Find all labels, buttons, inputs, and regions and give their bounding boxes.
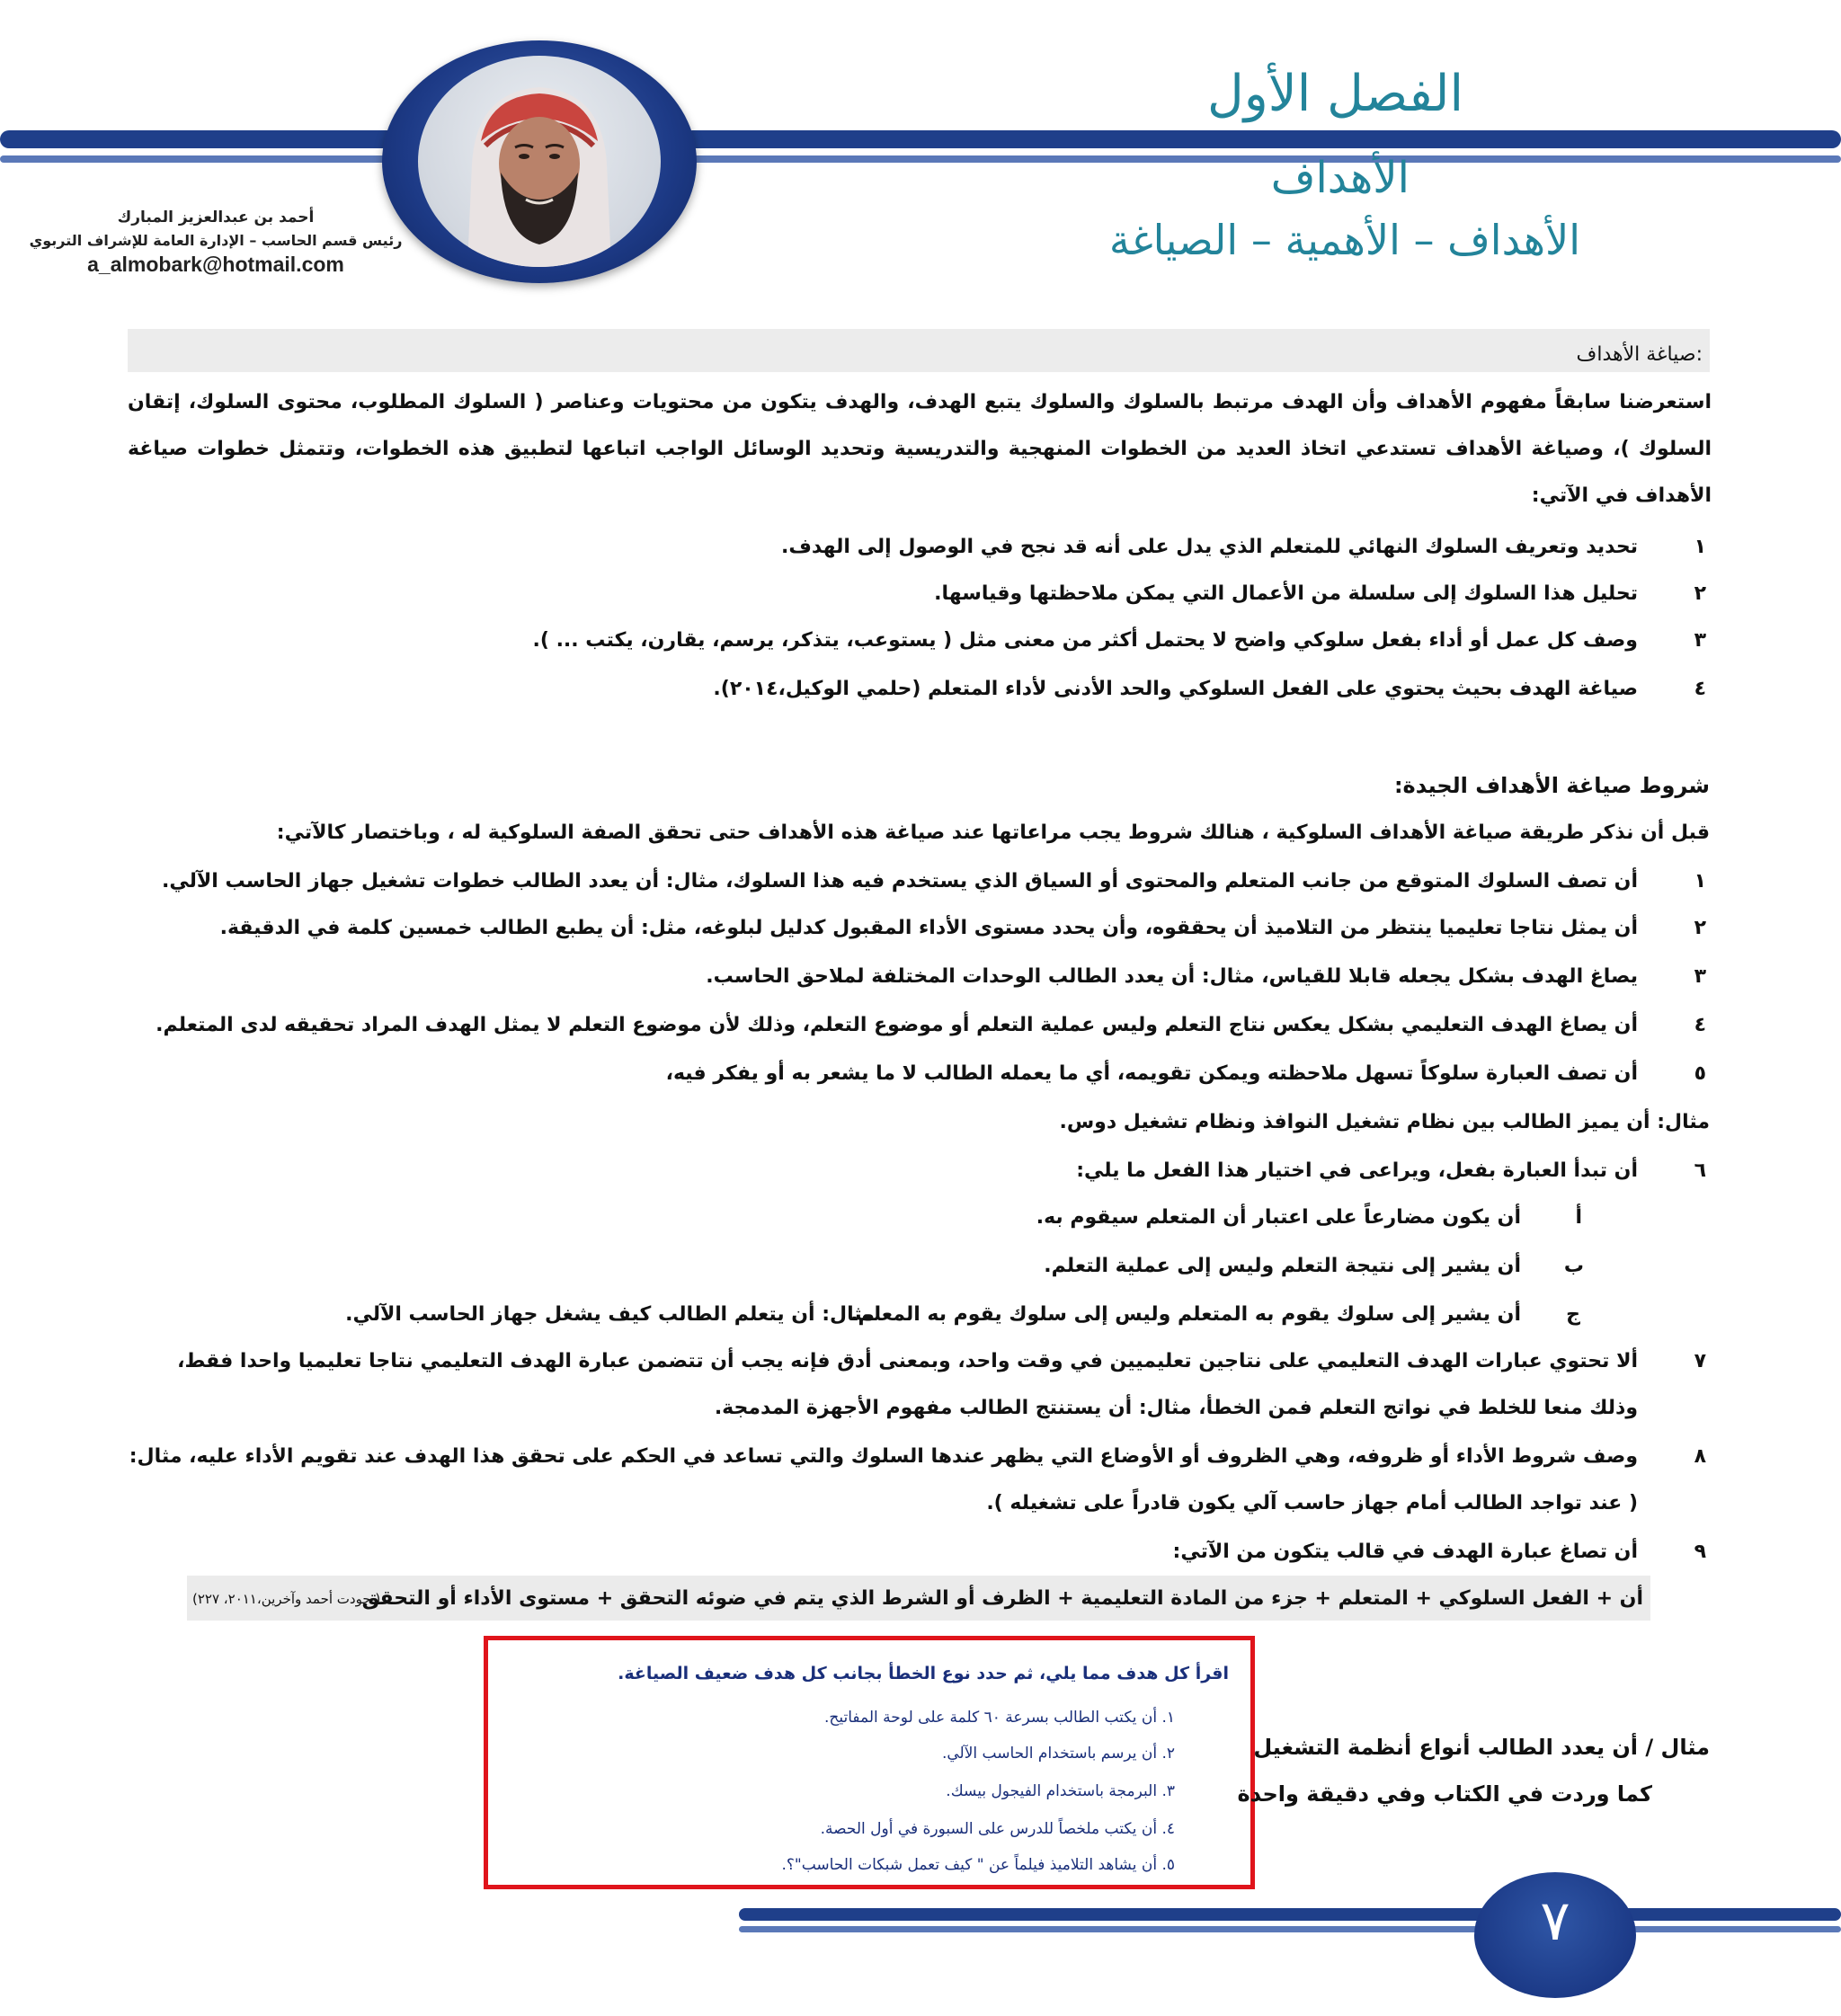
page-number: ٧: [1540, 1887, 1570, 1953]
exercise-item: ٤. أن يكتب ملخصاً للدرس على السبورة في أول الحصة.: [820, 1820, 1175, 1838]
condition-text: أن يصاغ الهدف التعليمي بشكل يعكس نتاج التعلم وليس عملية التعلم أو موضوع التعلم، وذلك لأن موضوع التعلم لا يمثل الهدف المراد تحقيقه لدى المتعلم.: [156, 1014, 1638, 1036]
condition-text: وذلك منعا للخلط في نواتج التعلم فمن الخطأ، مثال: أن يستنتج الطالب مفهوم الأجهزة المدمجة.: [714, 1397, 1638, 1419]
footer-band: [739, 1908, 1841, 1921]
condition-number: ٢: [1694, 917, 1706, 939]
sub-item-letter: ج: [1566, 1303, 1580, 1326]
condition-text: ( عند تواجد الطالب أمام جهاز حاسب آلي يكون قادراً على تشغيله ).: [986, 1492, 1638, 1514]
condition-number: ٥: [1694, 1062, 1706, 1085]
step-number: ٤: [1694, 678, 1706, 700]
conditions-heading: شروط صياغة الأهداف الجيدة:: [1393, 773, 1710, 798]
author-block: [18, 209, 414, 277]
intro-paragraph: استعرضنا سابقاً مفهوم الأهداف وأن الهدف مرتبط بالسلوك والسلوك يتبع الهدف، والهدف يتكون من محتويات وعناصر ( السلوك المطلوب، محتوى السلوك، إتقان السلوك )، وصياغة الأهداف تستدعي اتخاذ العديد من الخطوات المنهجية والتدريسية وتحديد الوسائل الواجب اتباعها لتطبيق هذه الخطوات، وتتمثل خطوات صياغة الأهداف في الآتي:: [128, 391, 1712, 507]
condition-number: ٩: [1694, 1541, 1706, 1563]
condition-number: ١: [1694, 870, 1706, 893]
formula-citation: ( جودت أحمد وآخرين،٢٠١١، ٢٢٧): [192, 1591, 381, 1607]
condition-number: ٦: [1694, 1159, 1706, 1182]
exercise-item: ٢. أن يرسم باستخدام الحاسب الآلي.: [941, 1745, 1175, 1763]
chapter-title: الفصل الأول: [1207, 65, 1463, 123]
condition-text: أن تصف العبارة سلوكاً تسهل ملاحظته ويمكن تقويمه، أي ما يعمله الطالب لا ما يشعر به أو يفكر فيه،: [665, 1062, 1638, 1085]
example-line: مثال: أن يميز الطالب بين نظام تشغيل النوافذ ونظام تشغيل دوس.: [1059, 1111, 1710, 1133]
header-band-left: [0, 130, 422, 148]
sub-item-text: أن يشير إلى نتيجة التعلم وليس إلى عملية التعلم.: [1044, 1255, 1521, 1277]
condition-number: ٣: [1694, 965, 1706, 988]
author-email[interactable]: a_almobark@hotmail.com: [87, 253, 344, 276]
condition-text: أن تصاغ عبارة الهدف في قالب يتكون من الآتي:: [1172, 1541, 1638, 1563]
condition-text: ألا تحتوي عبارات الهدف التعليمي على نتاجين تعليميين في وقت واحد، وبمعنى أدق فإنه يجب أن تتضمن عبارة الهدف التعليمي نتاجا تعليميا واحدا فقط،: [177, 1350, 1638, 1372]
header-band-right: [683, 130, 1841, 148]
person-portrait-icon: [418, 56, 661, 267]
step-text: تحليل هذا السلوك إلى سلسلة من الأعمال التي يمكن ملاحظتها وقياسها.: [934, 582, 1638, 605]
formula-bar: [187, 1576, 1650, 1621]
sub-item-text: أن يكون مضارعاً على اعتبار أن المتعلم سيقوم به.: [1036, 1206, 1521, 1229]
condition-number: ٨: [1694, 1445, 1706, 1468]
exercise-box: [484, 1636, 1255, 1889]
exercise-item: ٣. البرمجة باستخدام الفيجول بيسك.: [946, 1782, 1175, 1800]
side-example-line2: كما وردت في الكتاب وفي دقيقة واحدة: [1237, 1781, 1652, 1807]
exercise-item: ٥. أن يشاهد التلاميذ فيلماً عن " كيف تعمل شبكات الحاسب"؟.: [781, 1856, 1175, 1874]
condition-text: يصاغ الهدف بشكل يجعله قابلا للقياس، مثال: أن يعدد الطالب الوحدات المختلفة لملاحق الحاسب.: [706, 965, 1638, 988]
footer-band-thin: [739, 1926, 1841, 1932]
header-band-left-thin: [0, 155, 422, 163]
author-name: أحمد بن عبدالعزيز المبارك: [117, 209, 315, 226]
exercise-item: ١. أن يكتب الطالب بسرعة ٦٠ كلمة على لوحة المفاتيح.: [824, 1709, 1175, 1727]
sub-item-example: مثال: أن يتعلم الطالب كيف يشغل جهاز الحاسب الآلي.: [345, 1303, 875, 1326]
exercise-title: اقرأ كل هدف مما يلي، ثم حدد نوع الخطأ بجانب كل هدف ضعيف الصياغة.: [618, 1664, 1229, 1683]
section-heading: صياغة الأهداف:: [1576, 343, 1703, 366]
conditions-intro: قبل أن نذكر طريقة صياغة الأهداف السلوكية ، هنالك شروط يجب مراعاتها عند صياغة هذه الأهداف حتى تحقق الصفة السلوكية له ، وباختصار كالآتي:: [276, 821, 1710, 844]
condition-text: وصف شروط الأداء أو ظروفه، وهي الظروف أو الأوضاع التي يظهر عندها السلوك والتي تساعد في الحكم على تحقق هذا الهدف عند تقويم الأداء عليه، مثال:: [129, 1445, 1638, 1468]
section-heading-bar: [128, 329, 1710, 372]
header-band-right-thin: [683, 155, 1841, 163]
step-number: ٣: [1694, 629, 1706, 652]
step-number: ٢: [1694, 582, 1706, 605]
sub-item-letter: أ: [1575, 1206, 1582, 1229]
author-role: رئيس قسم الحاسب – الإدارة العامة للإشراف التربوي: [29, 232, 403, 249]
author-photo: [418, 56, 661, 267]
chapter-subtitle-detail: الأهداف – الأهمية – الصياغة: [1108, 216, 1580, 264]
formula-text: أن + الفعل السلوكي + المتعلم + جزء من المادة التعليمية + الظرف أو الشرط الذي يتم في ضوئه التحقق + مستوى الأداء أو التحقق: [361, 1587, 1643, 1610]
step-text: صياغة الهدف بحيث يحتوي على الفعل السلوكي والحد الأدنى لأداء المتعلم (حلمي الوكيل،٢٠١٤).: [713, 678, 1638, 700]
condition-number: ٤: [1694, 1014, 1706, 1036]
condition-text: أن يمثل نتاجا تعليميا ينتظر من التلاميذ أن يحققوه، وأن يحدد مستوى الأداء المقبول كدليل لبلوغه، مثل: أن يطبع الطالب خمسين كلمة في الدقيقة.: [219, 917, 1638, 939]
step-text: وصف كل عمل أو أداء بفعل سلوكي واضح لا يحتمل أكثر من معنى مثل ( يستوعب، يتذكر، يرسم، يقارن، يكتب ... ).: [532, 629, 1638, 652]
condition-number: ٧: [1694, 1350, 1706, 1372]
sub-item-text: أن يشير إلى سلوك يقوم به المتعلم وليس إلى سلوك يقوم به المعلم.: [850, 1303, 1521, 1326]
side-example-line1: مثال / أن يعدد الطالب أنواع أنظمة التشغيل: [1253, 1735, 1710, 1760]
sub-item-letter: ب: [1563, 1255, 1584, 1277]
step-number: ١: [1694, 536, 1706, 558]
condition-text: أن تبدأ العبارة بفعل، ويراعى في اختيار هذا الفعل ما يلي:: [1076, 1159, 1638, 1182]
chapter-subtitle: الأهداف: [1270, 153, 1410, 203]
step-text: تحديد وتعريف السلوك النهائي للمتعلم الذي يدل على أنه قد نجح في الوصول إلى الهدف.: [781, 536, 1638, 558]
condition-text: أن تصف السلوك المتوقع من جانب المتعلم والمحتوى أو السياق الذي يستخدم فيه هذا السلوك، مثال: أن يعدد الطالب خطوات تشغيل جهاز الحاسب الآلي.: [162, 870, 1638, 893]
